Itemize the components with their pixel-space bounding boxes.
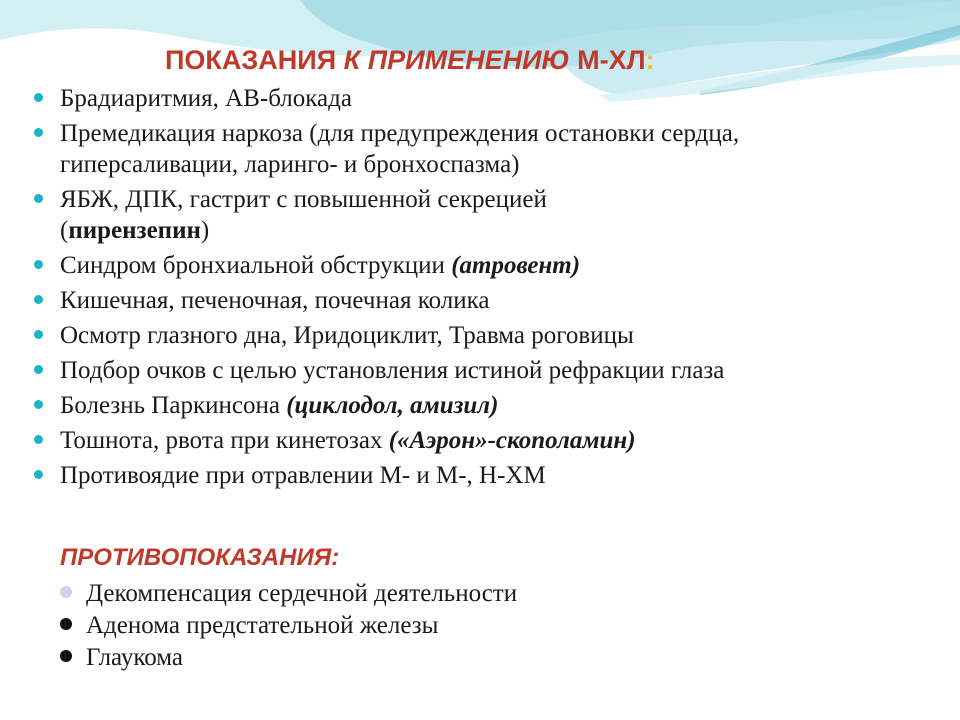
indication-item [32, 184, 700, 246]
bullet-icon [34, 194, 43, 203]
indication-item [32, 425, 862, 456]
bullet-icon [34, 93, 43, 102]
bullet-icon [34, 295, 43, 304]
bullet-icon [34, 365, 43, 374]
contraindication-item [58, 642, 858, 673]
indication-item [32, 390, 862, 421]
indication-item [32, 460, 862, 491]
indication-text: ЯБЖ, ДПК, гастрит с повышенной секрецией ( [60, 186, 547, 244]
contraindication-item [58, 610, 858, 641]
indication-item [32, 83, 862, 114]
contraindications-list [58, 578, 858, 677]
drug-name: («Аэрон»-скополамин) [388, 427, 636, 454]
bullet-icon [34, 260, 43, 269]
indication-text: Подбор очков с целью установления истиной рефракции глаза [60, 357, 725, 384]
contraindication-text: Глаукома [86, 644, 184, 671]
indication-item [32, 320, 862, 351]
indication-item [32, 285, 862, 316]
indication-text: Премедикация наркоза (для предупреждения остановки сердца, гиперсаливации, ларинго- и бронхоспазма) [60, 120, 740, 178]
bullet-icon [34, 128, 43, 137]
indication-text: Противоядие при отравлении М- и М-, Н-ХМ [60, 462, 546, 489]
contraindication-text: Аденома предстательной железы [86, 612, 439, 639]
indication-text: Брадиаритмия, АВ-блокада [60, 85, 352, 112]
contraindications-heading: ПРОТИВОПОКАЗАНИЯ: [60, 544, 340, 571]
bullet-icon [60, 650, 72, 662]
title-colon: : [645, 45, 655, 75]
bullet-icon [34, 330, 43, 339]
title-part3: М-ХЛ [577, 45, 646, 75]
drug-name: пирензепин [68, 217, 201, 244]
indication-text: Синдром бронхиальной обструкции [60, 252, 452, 279]
indication-text: Тошнота, рвота при кинетозах [60, 427, 389, 454]
drug-name: (циклодол, амизил) [286, 392, 499, 419]
slide-title [165, 42, 925, 78]
drug-name: (атровент) [451, 252, 581, 279]
contraindication-item [58, 578, 858, 609]
title-part2: К ПРИМЕНЕНИЮ [343, 45, 570, 75]
bullet-icon [60, 618, 72, 630]
bullet-icon [34, 400, 43, 409]
indication-text: Осмотр глазного дна, Иридоциклит, Травма роговицы [60, 322, 634, 349]
contraindication-text: Декомпенсация сердечной деятельности [86, 580, 518, 607]
title-part1: ПОКАЗАНИЯ [165, 45, 337, 75]
indication-text: Болезнь Паркинсона [60, 392, 287, 419]
indications-list [32, 83, 862, 495]
indication-item [32, 250, 862, 281]
indication-tail: ) [200, 217, 210, 244]
indication-item [32, 355, 850, 386]
indication-text: Кишечная, печеночная, почечная колика [60, 287, 490, 314]
bullet-icon [34, 435, 43, 444]
bullet-icon [60, 586, 72, 598]
bullet-icon [34, 470, 43, 479]
indication-item [32, 118, 830, 180]
